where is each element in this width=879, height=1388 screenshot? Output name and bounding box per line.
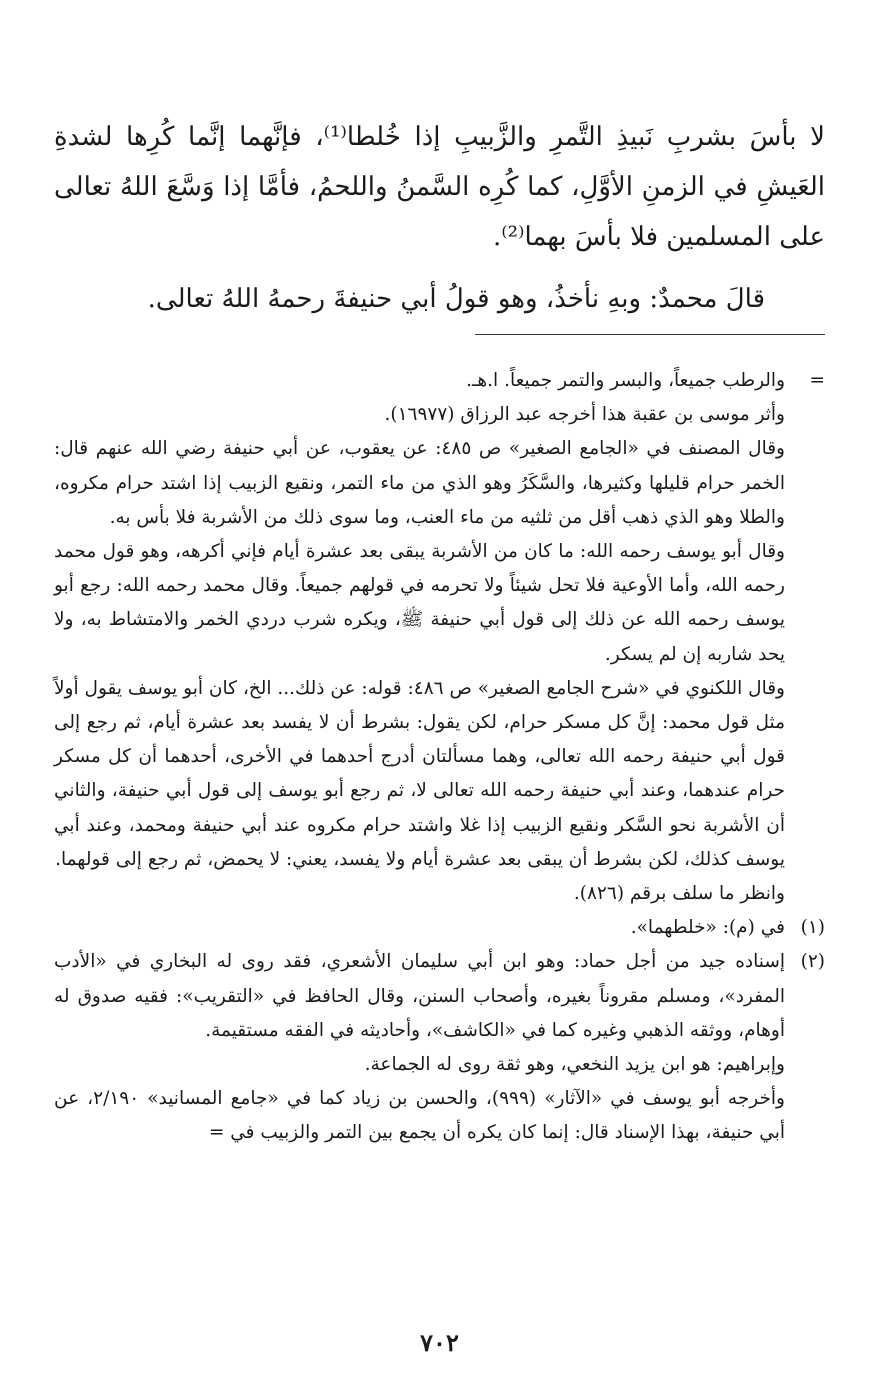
footnote-paragraph: وأثر موسى بن عقبة هذا أخرجه عبد الرزاق (١٦٩٧٧). — [384, 404, 785, 426]
main-paragraph: قالَ محمدٌ: وبهِ نأخذُ، وهو قولُ أبي حنيفةَ رحمهُ اللهُ تعالى. — [147, 284, 765, 314]
footnote-paragraph: والرطب جميعاً، والبسر والتمر جميعاً. ا.هـ. — [466, 370, 785, 391]
footnote-paragraph: وإبراهيم: هو ابن يزيد النخعي، وهو ثقة روى له الجماعة. — [364, 1054, 785, 1076]
footnote-paragraph: إسناده جيد من أجل حماد: وهو ابن أبي سليمان الأشعري، فقد روى له البخاري في «الأدب المفرد»، ومسلم مقروناً بغيره، وأصحاب السنن، وقال الحافظ في «التقريب»: فقيه صدوق له أوهام، ووثقه الذهبي وغيره كما في «الكاشف»، وأحاديثه في الفقه مستقيمة. — [54, 951, 785, 1041]
continuation-marker: = — [809, 370, 825, 391]
main-text — [54, 112, 825, 324]
footnote-paragraph: وانظر ما سلف برقم (٨٢٦). — [573, 883, 785, 905]
footnote-1 — [54, 911, 825, 945]
footnote-divider — [475, 334, 825, 335]
main-paragraph: لا بأسَ بشربِ نَبيذِ التَّمرِ والزَّبيبِ إذا خُلطا⁽¹⁾، فإنَّهما إنَّما كُرِها لشدةِ العَيشِ في الزمنِ الأوَّلِ، كما كُرِه السَّمنُ واللحمُ، فأمَّا إذا وَسَّعَ اللهُ تعالى على المسلمين فلا بأسَ بهما⁽²⁾. — [54, 122, 826, 252]
footnote-paragraph: وقال اللكنوي في «شرح الجامع الصغير» ص ٤٨٦: قوله: عن ذلك... الخ، كان أبو يوسف يقول أولاً مثل قول محمد: إنَّ كل مسكر حرام، لكن يقول: بشرط أن لا يفسد بعد عشرة أيام، ثم رجع إلى قول أبي حنيفة رحمه الله تعالى، وهما مسألتان أدرج أحدهما في الأخرى، أحدهما أن كل مسكر حرام عندهما، وعند أبي حنيفة رحمه الله تعالى لا، ثم رجع أبو يوسف إلى قول أبي حنيفة، والثاني أن الأشربة نحو السَّكر ونقيع الزبيب إذا غلا واشتد حرام مكروه عند أبي حنيفة ومحمد، وعند أبي يوسف كذلك، لكن بشرط أن يبقى بعد عشرة أيام ولا يفسد، يعني: لا يحمض، ثم رجع إلى قولهما. — [54, 677, 785, 870]
footnotes — [54, 364, 825, 1151]
footnote-paragraph: وقال أبو يوسف رحمه الله: ما كان من الأشربة يبقى بعد عشرة أيام فإني أكرهه، وهو قول محمد رحمه الله، وأما الأوعية فلا تحل شيئاً ولا تحرمه في قولهم جميعاً. وقال محمد رحمه الله: رجع أبو يوسف رحمه الله عن ذلك إلى قول أبي حنيفة ﷺ، ويكره شرب دردي الخمر والامتشاط به، ولا يحد شاربه إن لم يسكر. — [54, 541, 785, 665]
footnote-continuation — [54, 364, 825, 911]
footnote-2 — [54, 945, 825, 1150]
footnote-paragraph: في (م): «خلطهما». — [630, 917, 785, 939]
footnote-marker: (١) — [800, 917, 825, 939]
footnote-paragraph: وأخرجه أبو يوسف في «الآثار» (٩٩٩)، والحسن بن زياد كما في «جامع المسانيد» ٢/١٩٠، عن أبي حنيفة، بهذا الإسناد قال: إنما كان يكره أن يجمع بين التمر والزبيب في = — [54, 1088, 785, 1144]
footnote-marker: (٢) — [800, 951, 825, 973]
page-number: ٧٠٢ — [420, 1328, 459, 1357]
footnote-paragraph: وقال المصنف في «الجامع الصغير» ص ٤٨٥: عن يعقوب، عن أبي حنيفة رضي الله عنهم قال: الخمر حرام قليلها وكثيرها، والسَّكَرُ وهو الذي من ماء التمر، ونقيع الزبيب إذا اشتد حرام مكروه، والطلا وهو الذي ذهب أقل من ثلثيه من ماء العنب، وما سوى ذلك من الأشربة فلا بأس به. — [54, 438, 785, 528]
